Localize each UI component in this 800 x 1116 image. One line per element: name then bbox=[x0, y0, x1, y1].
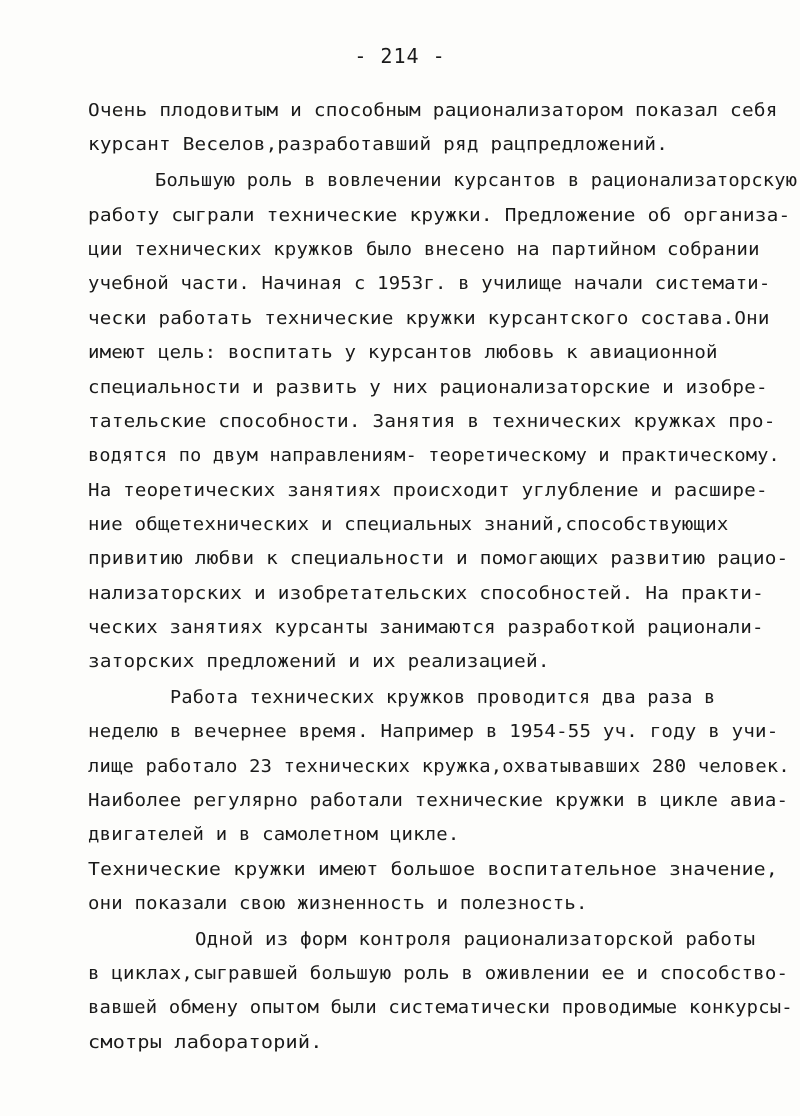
text-line-16: ческих занятиях курсанты занимаются разработкой рационали- bbox=[88, 618, 764, 638]
text-line-26: в циклах,сыгравшей большую роль в оживлении ее и способство- bbox=[88, 964, 789, 984]
text-line-25: Одной из форм контроля рационализаторской работы bbox=[195, 930, 756, 950]
text-line-8: имеют цель: воспитать у курсантов любовь к авиационной bbox=[88, 343, 718, 363]
text-line-21: Наиболее регулярно работали технические кружки в цикле авиа- bbox=[88, 791, 789, 811]
text-line-1: Очень плодовитым и способным рационализатором показал себя bbox=[88, 101, 778, 121]
text-line-11: водятся по двум направлениям- теоретическому и практическому. bbox=[88, 446, 780, 466]
text-line-6: учебной части. Начиная с 1953г. в училище начали системати- bbox=[88, 274, 771, 294]
text-line-27: вавшей обмену опытом были систематически проводимые конкурсы- bbox=[88, 998, 793, 1018]
page-number: - 214 - bbox=[354, 44, 446, 68]
text-line-20: лище работало 23 технических кружка,охватывавших 280 человек. bbox=[88, 757, 790, 777]
text-line-10: тательские способности. Занятия в технических кружках про- bbox=[88, 412, 776, 432]
text-line-28: смотры лабораторий. bbox=[88, 1033, 323, 1053]
text-line-5: ции технических кружков было внесено на партийном собрании bbox=[88, 240, 760, 260]
text-line-3: Большую роль в вовлечении курсантов в рационализаторскую bbox=[155, 171, 798, 191]
text-line-13: ние общетехнических и специальных знаний,способствующих bbox=[88, 515, 729, 535]
text-line-9: специальности и развить у них рационализаторские и изобре- bbox=[88, 378, 768, 398]
text-line-22: двигателей и в самолетном цикле. bbox=[88, 825, 460, 845]
text-line-19: неделю в вечернее время. Например в 1954-55 уч. году в учи- bbox=[88, 722, 779, 742]
text-line-12: На теоретических занятиях происходит углубление и расшире- bbox=[88, 481, 768, 501]
text-line-23: Технические кружки имеют большое воспитательное значение, bbox=[88, 860, 778, 880]
text-line-24: они показали свою жизненность и полезность. bbox=[88, 894, 588, 914]
text-line-18: Работа технических кружков проводится два раза в bbox=[170, 688, 716, 708]
text-line-14: привитию любви к специальности и помогающих развитию рацио- bbox=[88, 549, 789, 569]
text-line-2: курсант Веселов,разработавший ряд рацпредложений. bbox=[88, 135, 669, 155]
text-line-15: нализаторских и изобретательских способностей. На практи- bbox=[88, 584, 764, 604]
text-line-7: чески работать технические кружки курсантского состава.Они bbox=[88, 309, 770, 329]
text-line-4: работу сыграли технические кружки. Предложение об организа- bbox=[88, 206, 791, 226]
text-line-17: заторских предложений и их реализацией. bbox=[88, 652, 550, 672]
